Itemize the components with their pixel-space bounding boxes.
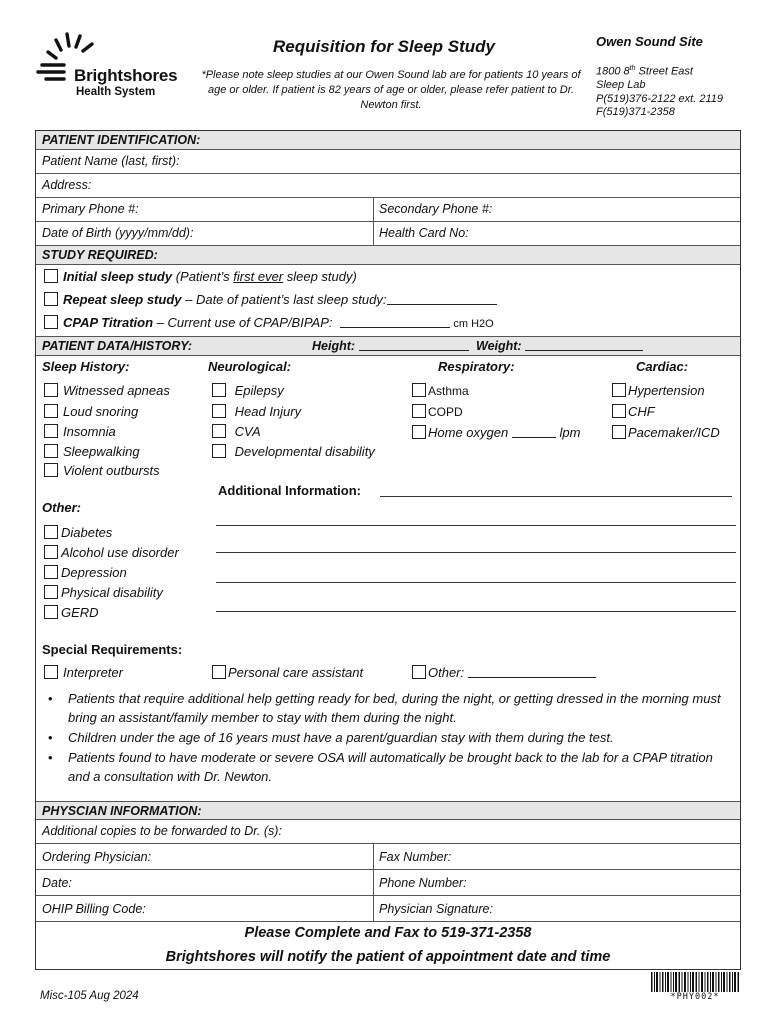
additional-info-line[interactable] <box>216 541 736 553</box>
brightshores-logo <box>34 28 194 100</box>
checkbox <box>44 383 58 397</box>
instruction-item: • Patients found to have moderate or severe OSA will automatically be brought back to the lab for a CPAP titration and a consultation with Dr. Newton. <box>46 748 736 786</box>
date-row <box>36 870 740 896</box>
health-card-field[interactable]: Health Card No: <box>379 226 469 240</box>
dob-row <box>36 222 740 246</box>
patient-name-field[interactable] <box>36 150 740 174</box>
checkbox <box>612 425 626 439</box>
address-field[interactable] <box>36 174 740 198</box>
resp-item-home-oxygen[interactable]: Home oxygen lpm <box>412 425 580 440</box>
other-item[interactable]: GERD <box>44 605 99 620</box>
special-other-field <box>468 666 596 678</box>
checkbox <box>412 383 426 397</box>
barcode-label: *PHY002* <box>670 992 720 1002</box>
checkbox <box>44 404 58 418</box>
other-item[interactable]: Diabetes <box>44 525 112 540</box>
study-options <box>36 265 740 337</box>
option-note-pre: (Patient’s <box>172 269 234 284</box>
site-phone: P(519)376-2122 ext. 2119 <box>596 92 723 105</box>
section-heading: STUDY REQUIRED: <box>42 248 158 262</box>
option-note: – Current use of CPAP/BIPAP: <box>153 315 333 330</box>
sleep-item[interactable]: Sleepwalking <box>44 444 140 459</box>
sleep-item[interactable]: Witnessed apneas <box>44 383 170 398</box>
checkbox <box>44 424 58 438</box>
dob-field[interactable]: Date of Birth (yyyy/mm/dd): <box>42 226 194 240</box>
cardiac-item[interactable]: Pacemaker/ICD <box>612 425 720 440</box>
checkbox <box>44 605 58 619</box>
address-street-name: Street East <box>635 65 693 78</box>
address-street-number: 1800 8 <box>596 65 630 78</box>
height-label: Height: <box>312 339 356 353</box>
repeat-study-checkbox[interactable] <box>44 292 58 306</box>
address-lab: Sleep Lab <box>596 79 646 92</box>
section-study-required <box>36 246 740 265</box>
instruction-item: • Patients that require additional help getting ready for bed, during the night, or getting dressed in the morning must bring an assistant/family member to stay with them during the night. <box>46 689 736 727</box>
checkbox <box>212 404 226 418</box>
neuro-item[interactable]: Epilepsy <box>212 383 284 398</box>
oxygen-flow-field <box>512 426 556 438</box>
site-fax: F(519)371-2358 <box>596 106 675 119</box>
additional-copies-field[interactable] <box>36 820 740 844</box>
notification-note: Brightshores will notify the patient of appointment date and time <box>165 949 611 965</box>
cardiac-item[interactable]: CHF <box>612 404 655 419</box>
secondary-phone-field[interactable]: Secondary Phone #: <box>379 202 493 216</box>
primary-phone-field[interactable]: Primary Phone #: <box>42 202 139 216</box>
section-patient-identification <box>36 131 740 150</box>
special-requirements-heading: Special Requirements: <box>42 642 183 657</box>
cpap-unit: cm H2O <box>453 318 494 330</box>
form-title: Requisition for Sleep Study <box>273 37 495 56</box>
other-heading: Other: <box>42 500 81 515</box>
section-physician-information <box>36 801 740 820</box>
logo-brand-sub: Health System <box>76 86 156 98</box>
checkbox <box>212 424 226 438</box>
checkbox <box>44 525 58 539</box>
site-name: Owen Sound Site <box>596 34 703 49</box>
date-field[interactable]: Date: <box>42 876 72 890</box>
option-note-underline: first ever <box>233 269 284 284</box>
ordering-physician-field[interactable]: Ordering Physician: <box>42 850 152 864</box>
instruction-item: • Children under the age of 16 years must have a parent/guardian stay with them during the test. <box>46 728 736 747</box>
cardiac-item[interactable]: Hypertension <box>612 383 705 398</box>
age-note: *Please note sleep studies at our Owen Sound lab are for patients 10 years of age or older. If patient is 82 years of age or older, please refer patient to Dr. Newton first. <box>201 69 581 111</box>
phone-row <box>36 198 740 222</box>
neurological-heading: Neurological: <box>208 359 292 374</box>
weight-field[interactable] <box>476 339 643 353</box>
checkbox <box>412 425 426 439</box>
field-label: Additional copies to be forwarded to Dr. (s): <box>42 824 282 838</box>
site-address <box>596 62 723 120</box>
additional-info-line[interactable] <box>216 571 736 583</box>
special-item-interpreter[interactable]: Interpreter <box>44 665 123 680</box>
section-heading: PATIENT IDENTIFICATION: <box>42 133 201 147</box>
option-label: Initial sleep study <box>63 269 173 284</box>
additional-info-label: Additional Information: <box>218 483 361 498</box>
section-patient-history <box>36 337 740 356</box>
ohip-billing-field[interactable]: OHIP Billing Code: <box>42 902 146 916</box>
additional-info-line[interactable] <box>380 483 732 497</box>
neuro-item[interactable]: Head Injury <box>212 404 301 419</box>
cardiac-heading: Cardiac: <box>636 359 689 374</box>
initial-study-checkbox[interactable] <box>44 269 58 283</box>
checkbox <box>612 404 626 418</box>
field-label: Address: <box>42 178 92 192</box>
option-label: Repeat sleep study <box>63 292 182 307</box>
section-heading: PATIENT DATA/HISTORY: <box>42 339 193 353</box>
resp-item[interactable]: Asthma <box>412 383 469 398</box>
other-item[interactable]: Depression <box>44 565 127 580</box>
requisition-form <box>35 130 741 970</box>
weight-label: Weight: <box>476 339 522 353</box>
phone-number-field[interactable]: Phone Number: <box>379 876 467 890</box>
fax-instruction: Please Complete and Fax to 519-371-2358 <box>244 925 532 941</box>
sleep-item[interactable]: Insomnia <box>44 424 116 439</box>
repeat-study-option[interactable] <box>44 292 497 307</box>
logo-brand-name: Brightshores <box>74 66 178 85</box>
barcode-icon <box>651 972 739 992</box>
special-item-care-assistant[interactable]: Personal care assistant <box>212 665 363 680</box>
last-study-date-field[interactable] <box>387 293 497 305</box>
neuro-item[interactable]: Developmental disability <box>212 444 375 459</box>
checkbox <box>44 545 58 559</box>
checkbox <box>212 383 226 397</box>
address-street-sup: th <box>629 65 636 72</box>
other-item[interactable]: Physical disability <box>44 585 163 600</box>
checkbox <box>44 463 58 477</box>
checkbox <box>412 665 426 679</box>
resp-item[interactable]: COPD <box>412 404 463 419</box>
other-item[interactable]: Alcohol use disorder <box>44 545 179 560</box>
checkbox <box>44 665 58 679</box>
checkbox <box>212 444 226 458</box>
checkbox <box>44 585 58 599</box>
sleep-history-heading: Sleep History: <box>42 359 130 374</box>
fax-number-field[interactable]: Fax Number: <box>379 850 452 864</box>
additional-info-line[interactable] <box>216 600 736 612</box>
option-note-post: sleep study) <box>283 269 357 284</box>
cpap-checkbox[interactable] <box>44 315 58 329</box>
option-label: CPAP Titration <box>63 315 154 330</box>
cpap-titration-option[interactable] <box>44 315 494 330</box>
checkbox <box>612 383 626 397</box>
respiratory-heading: Respiratory: <box>438 359 515 374</box>
initial-study-option[interactable] <box>44 269 357 284</box>
checkbox <box>44 444 58 458</box>
checkbox <box>412 404 426 418</box>
patient-instructions <box>46 689 736 787</box>
additional-info-line[interactable] <box>216 514 736 526</box>
field-label: Patient Name (last, first): <box>42 154 180 168</box>
ordering-row <box>36 844 740 870</box>
option-note: – Date of patient’s last sleep study: <box>181 292 387 307</box>
cpap-pressure-field[interactable] <box>340 316 450 328</box>
neuro-item[interactable]: CVA <box>212 424 261 439</box>
oxygen-unit: lpm <box>559 425 581 440</box>
physician-signature-field[interactable]: Physician Signature: <box>379 902 493 916</box>
section-heading: PHYSCIAN INFORMATION: <box>42 804 202 818</box>
ohip-row <box>36 896 740 922</box>
sleep-item[interactable]: Violent outbursts <box>44 463 160 478</box>
form-code: Misc-105 Aug 2024 <box>40 990 139 1002</box>
checkbox <box>212 665 226 679</box>
sleep-item[interactable]: Loud snoring <box>44 404 138 419</box>
height-field[interactable] <box>312 339 469 353</box>
checkbox <box>44 565 58 579</box>
special-item-other[interactable]: Other: <box>412 665 596 680</box>
